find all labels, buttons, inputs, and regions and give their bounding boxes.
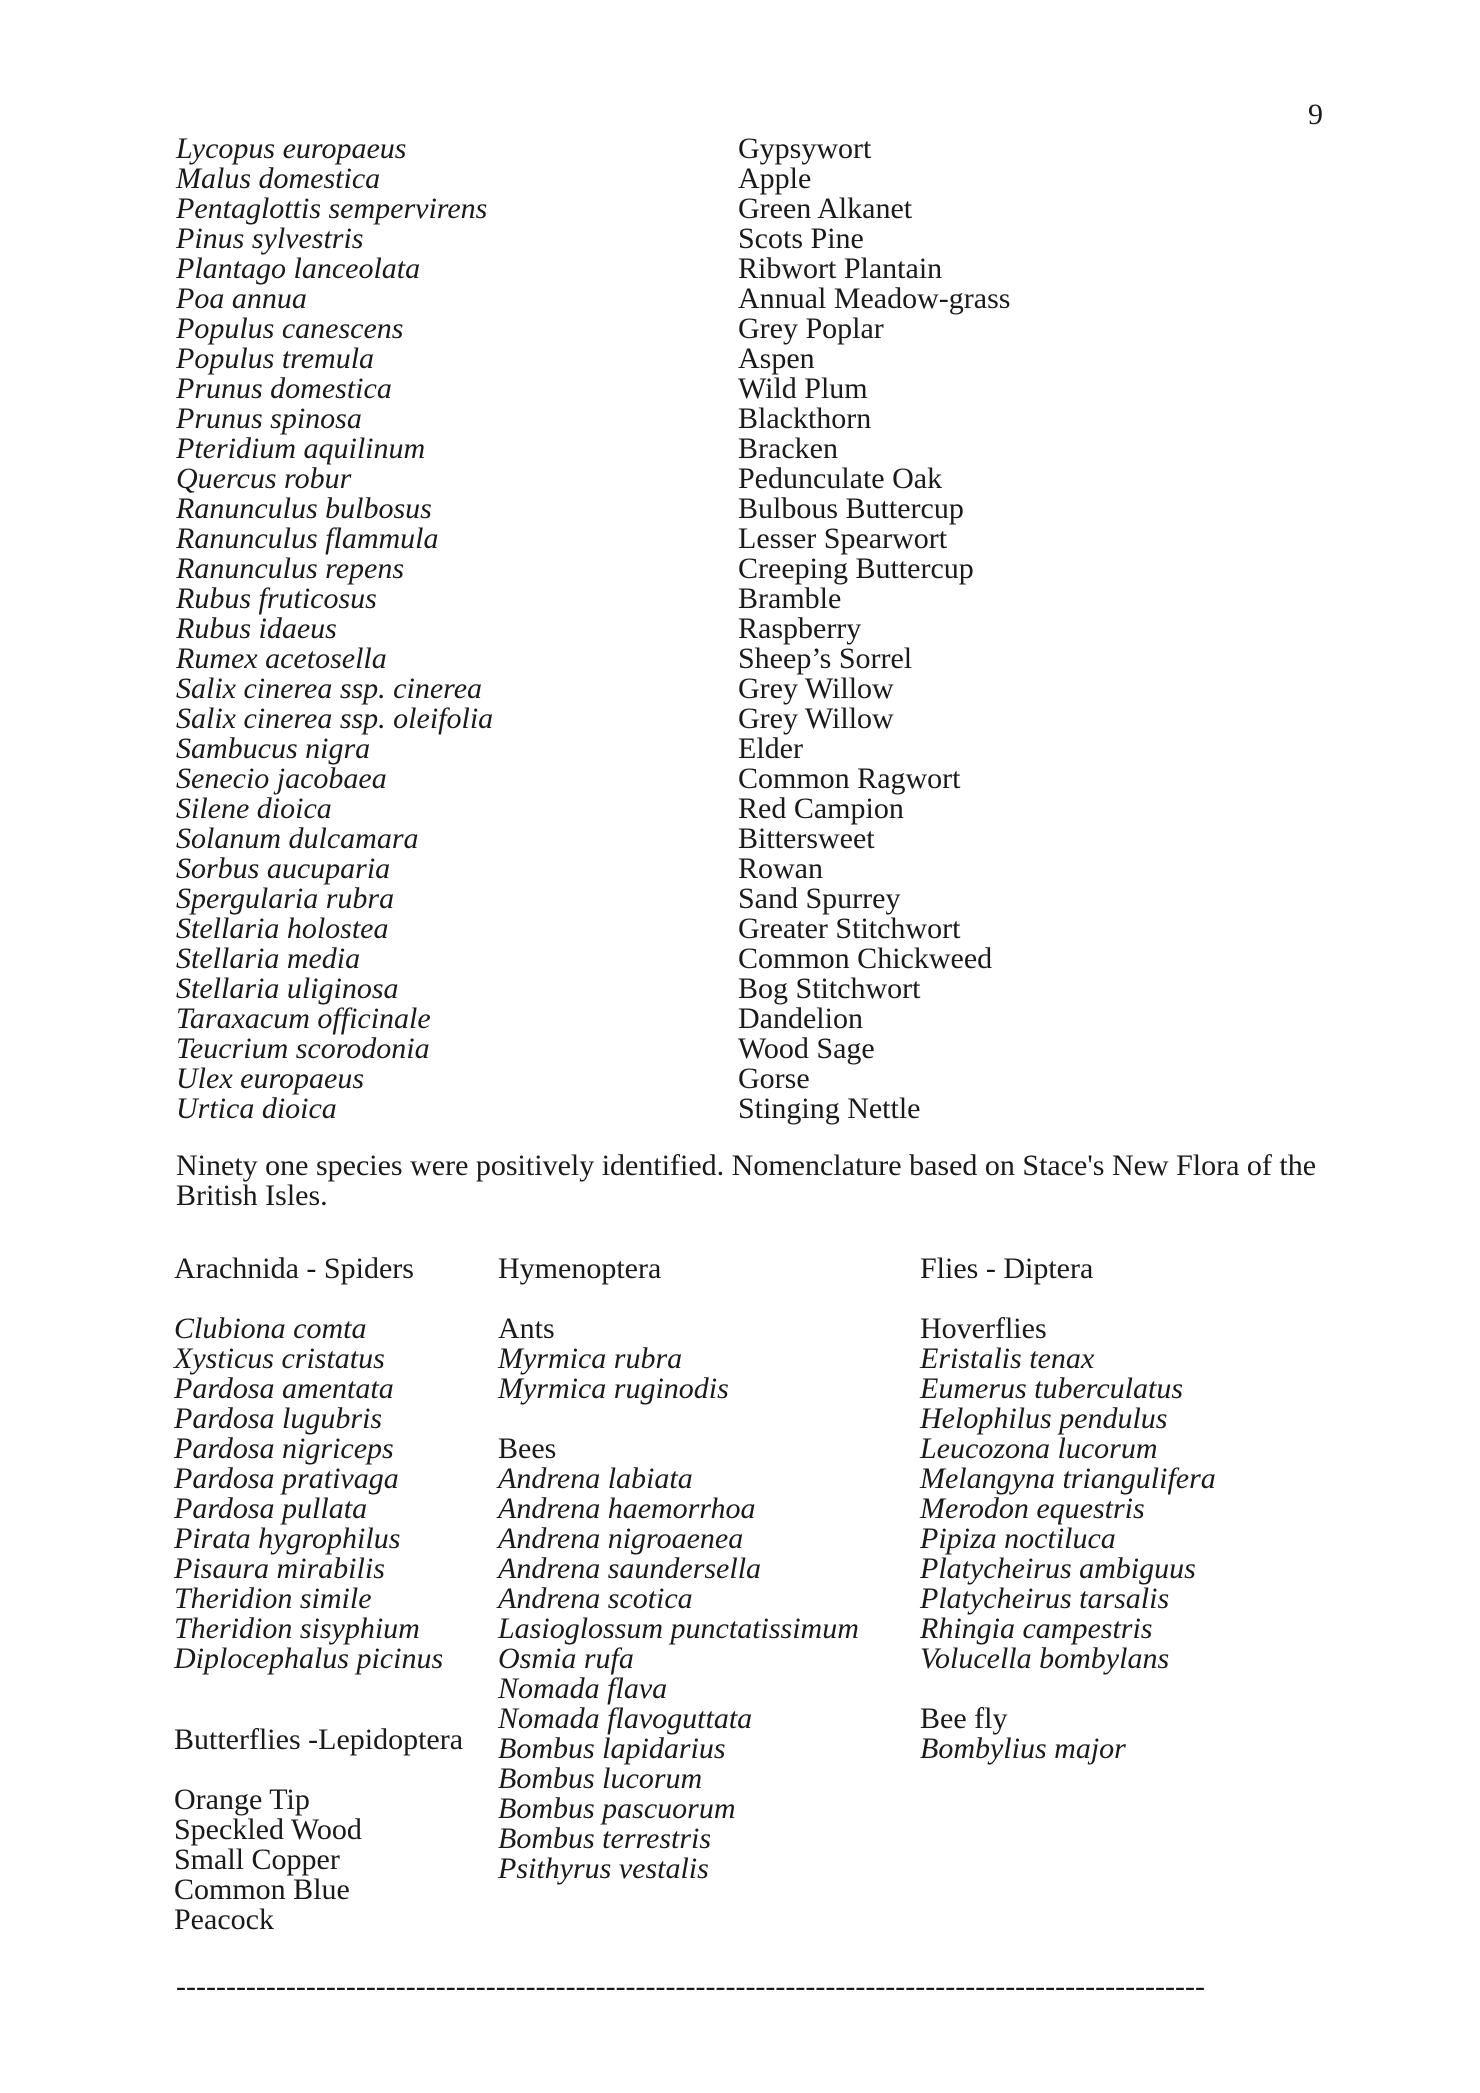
hymenoptera-heading: Hymenoptera	[498, 1252, 662, 1285]
plant-latin-name: Malus domestica	[176, 162, 381, 195]
hoverfly-species: Eristalis tenax	[920, 1342, 1095, 1375]
plant-common-name: Bittersweet	[738, 822, 875, 855]
plant-row	[176, 344, 1076, 374]
plant-latin-name: Senecio jacobaea	[176, 762, 387, 795]
plant-latin-name: Lycopus europaeus	[176, 132, 407, 165]
divider-line: -------------------------------------------------------------------------------------------------------	[176, 1972, 1205, 2002]
plant-common-name: Elder	[738, 732, 803, 765]
plant-row	[176, 794, 1076, 824]
plant-latin-name: Pentaglottis sempervirens	[176, 192, 488, 225]
plant-row	[176, 374, 1076, 404]
bees-list	[498, 1464, 859, 1884]
butterflies-list	[174, 1785, 463, 1935]
plant-common-name: Wild Plum	[738, 372, 868, 405]
beefly-list	[920, 1734, 1216, 1764]
plant-common-name: Wood Sage	[738, 1032, 875, 1065]
plant-row	[176, 134, 1076, 164]
plant-row	[176, 404, 1076, 434]
plant-common-name: Grey Willow	[738, 702, 894, 735]
spider-species: Pirata hygrophilus	[174, 1522, 401, 1555]
plant-row	[176, 644, 1076, 674]
hoverfly-species: Pipiza noctiluca	[920, 1522, 1116, 1555]
plant-row	[176, 254, 1076, 284]
plant-latin-name: Ulex europaeus	[176, 1062, 364, 1095]
plant-common-name: Grey Willow	[738, 672, 894, 705]
plant-common-name: Sheep’s Sorrel	[738, 642, 913, 675]
bee-species: Andrena scotica	[498, 1582, 693, 1615]
plant-row	[176, 974, 1076, 1004]
hoverfly-species: Eumerus tuberculatus	[920, 1372, 1184, 1405]
plant-row	[176, 1004, 1076, 1034]
plant-latin-name: Rubus fruticosus	[176, 582, 377, 615]
plant-common-name: Annual Meadow-grass	[738, 282, 1011, 315]
hoverflies-label: Hoverflies	[920, 1312, 1047, 1345]
butterfly-species: Speckled Wood	[174, 1813, 362, 1846]
plant-row	[176, 494, 1076, 524]
summary-paragraph: Ninety one species were positively identified. Nomenclature based on Stace's New Flora of the British Isles.	[176, 1149, 1317, 1212]
bee-species: Bombus lapidarius	[498, 1732, 726, 1765]
plant-row	[176, 1034, 1076, 1064]
plant-common-name: Dandelion	[738, 1002, 863, 1035]
plant-row	[176, 704, 1076, 734]
plant-latin-name: Sambucus nigra	[176, 732, 371, 765]
plant-common-name: Bramble	[738, 582, 842, 615]
ants-label: Ants	[498, 1312, 555, 1345]
beefly-label: Bee fly	[920, 1702, 1008, 1735]
plant-latin-name: Urtica dioica	[176, 1092, 337, 1125]
plant-latin-name: Pinus sylvestris	[176, 222, 364, 255]
spider-species: Pardosa pullata	[174, 1492, 368, 1525]
plant-common-name: Aspen	[738, 342, 815, 375]
bee-species: Andrena haemorrhoa	[498, 1492, 756, 1525]
plant-common-name: Bog Stitchwort	[738, 972, 921, 1005]
plant-latin-name: Teucrium scorodonia	[176, 1032, 430, 1065]
bee-species: Bombus pascuorum	[498, 1792, 736, 1825]
plant-latin-name: Populus canescens	[176, 312, 404, 345]
plant-row	[176, 524, 1076, 554]
hymenoptera-column	[498, 1254, 859, 1884]
plant-latin-name: Populus tremula	[176, 342, 375, 375]
spider-species: Pardosa amentata	[174, 1372, 394, 1405]
plant-row	[176, 284, 1076, 314]
ant-species: Myrmica ruginodis	[498, 1372, 729, 1405]
beefly-species: Bombylius major	[920, 1732, 1126, 1765]
plant-row	[176, 314, 1076, 344]
plant-row	[176, 464, 1076, 494]
hoverfly-species: Melangyna triangulifera	[920, 1462, 1216, 1495]
bee-species: Nomada flava	[498, 1672, 668, 1705]
plant-common-name: Red Campion	[738, 792, 904, 825]
bee-species: Andrena labiata	[498, 1462, 693, 1495]
bee-species: Andrena nigroaenea	[498, 1522, 744, 1555]
bees-label: Bees	[498, 1432, 557, 1465]
plant-common-name: Creeping Buttercup	[738, 552, 974, 585]
butterflies-column	[174, 1725, 463, 1935]
plant-row	[176, 614, 1076, 644]
flies-column	[920, 1254, 1216, 1764]
spider-species: Theridion sisyphium	[174, 1612, 420, 1645]
plant-row	[176, 734, 1076, 764]
plant-row	[176, 824, 1076, 854]
spacer	[920, 1674, 1216, 1704]
plant-row	[176, 1064, 1076, 1094]
plant-common-name: Common Ragwort	[738, 762, 961, 795]
flies-heading: Flies - Diptera	[920, 1252, 1094, 1285]
plant-latin-name: Salix cinerea ssp. cinerea	[176, 672, 483, 705]
butterflies-heading: Butterflies -Lepidoptera	[174, 1723, 464, 1756]
butterfly-species: Orange Tip	[174, 1783, 310, 1816]
hoverfly-species: Volucella bombylans	[920, 1642, 1170, 1675]
plant-latin-name: Pteridium aquilinum	[176, 432, 426, 465]
hoverfly-species: Merodon equestris	[920, 1492, 1145, 1525]
plant-common-name: Gorse	[738, 1062, 810, 1095]
plant-common-name: Gypsywort	[738, 132, 872, 165]
bee-species: Psithyrus vestalis	[498, 1852, 709, 1885]
plant-common-name: Common Chickweed	[738, 942, 993, 975]
plant-latin-name: Stellaria holostea	[176, 912, 389, 945]
plant-latin-name: Ranunculus repens	[176, 552, 405, 585]
spiders-list	[174, 1314, 443, 1674]
plant-row	[176, 584, 1076, 614]
spacer	[920, 1284, 1216, 1314]
plant-common-name: Raspberry	[738, 612, 862, 645]
plant-common-name: Scots Pine	[738, 222, 864, 255]
plant-latin-name: Spergularia rubra	[176, 882, 395, 915]
plant-latin-name: Quercus robur	[176, 462, 352, 495]
plant-latin-name: Ranunculus flammula	[176, 522, 439, 555]
butterfly-species: Small Copper	[174, 1843, 340, 1876]
butterfly-species: Common Blue	[174, 1873, 350, 1906]
plant-row	[176, 914, 1076, 944]
plant-latin-name: Sorbus aucuparia	[176, 852, 391, 885]
spider-species: Pardosa lugubris	[174, 1402, 383, 1435]
plant-latin-name: Ranunculus bulbosus	[176, 492, 432, 525]
plant-latin-name: Solanum dulcamara	[176, 822, 419, 855]
plant-latin-name: Prunus spinosa	[176, 402, 362, 435]
spider-species: Xysticus cristatus	[174, 1342, 385, 1375]
plant-latin-name: Salix cinerea ssp. oleifolia	[176, 702, 494, 735]
plant-latin-name: Rubus idaeus	[176, 612, 337, 645]
bee-species: Osmia rufa	[498, 1642, 634, 1675]
plant-row	[176, 224, 1076, 254]
spacer	[498, 1404, 859, 1434]
plant-common-name: Bracken	[738, 432, 838, 465]
spider-species: Diplocephalus picinus	[174, 1642, 444, 1675]
page-number: 9	[1308, 98, 1323, 131]
plant-latin-name: Rumex acetosella	[176, 642, 387, 675]
plant-common-name: Stinging Nettle	[738, 1092, 921, 1125]
spacer	[174, 1755, 463, 1785]
plant-common-name: Ribwort Plantain	[738, 252, 943, 285]
plant-row	[176, 944, 1076, 974]
spider-species: Clubiona comta	[174, 1312, 367, 1345]
plant-latin-name: Taraxacum officinale	[176, 1002, 431, 1035]
plant-common-name: Green Alkanet	[738, 192, 913, 225]
plant-common-name: Greater Stitchwort	[738, 912, 961, 945]
spider-species: Pardosa prativaga	[174, 1462, 399, 1495]
plant-common-name: Blackthorn	[738, 402, 872, 435]
plant-common-name: Rowan	[738, 852, 823, 885]
plant-row	[176, 764, 1076, 794]
hoverfly-species: Rhingia campestris	[920, 1612, 1153, 1645]
plant-row	[176, 884, 1076, 914]
bee-species: Bombus terrestris	[498, 1822, 712, 1855]
hoverfly-species: Leucozona lucorum	[920, 1432, 1158, 1465]
plant-row	[176, 1094, 1076, 1124]
plant-common-name: Bulbous Buttercup	[738, 492, 964, 525]
bee-species: Nomada flavoguttata	[498, 1702, 753, 1735]
hoverfly-species: Helophilus pendulus	[920, 1402, 1168, 1435]
plant-common-name: Grey Poplar	[738, 312, 884, 345]
plant-row	[176, 554, 1076, 584]
plant-latin-name: Stellaria uliginosa	[176, 972, 399, 1005]
spacer	[174, 1284, 443, 1314]
ant-species: Myrmica rubra	[498, 1342, 683, 1375]
plant-row	[176, 674, 1076, 704]
plant-common-name: Sand Spurrey	[738, 882, 901, 915]
plant-common-name: Lesser Spearwort	[738, 522, 948, 555]
plant-latin-name: Poa annua	[176, 282, 307, 315]
hoverfly-species: Platycheirus tarsalis	[920, 1582, 1170, 1615]
plant-latin-name: Silene dioica	[176, 792, 332, 825]
plant-row	[176, 194, 1076, 224]
plant-row	[176, 854, 1076, 884]
spider-species: Pisaura mirabilis	[174, 1552, 385, 1585]
plant-latin-name: Prunus domestica	[176, 372, 392, 405]
spacer	[498, 1284, 859, 1314]
plant-common-name: Apple	[738, 162, 812, 195]
hoverfly-species: Platycheirus ambiguus	[920, 1552, 1196, 1585]
butterfly-species: Peacock	[174, 1903, 274, 1936]
bee-species: Lasioglossum punctatissimum	[498, 1612, 859, 1645]
plant-latin-name: Stellaria media	[176, 942, 361, 975]
bee-species: Andrena saundersella	[498, 1552, 762, 1585]
ants-list	[498, 1344, 859, 1404]
plant-latin-name: Plantago lanceolata	[176, 252, 421, 285]
hoverflies-list	[920, 1344, 1216, 1674]
plant-table	[176, 134, 1076, 1124]
spider-species: Pardosa nigriceps	[174, 1432, 394, 1465]
spider-species: Theridion simile	[174, 1582, 372, 1615]
bee-species: Bombus lucorum	[498, 1762, 703, 1795]
plant-row	[176, 434, 1076, 464]
plant-common-name: Pedunculate Oak	[738, 462, 943, 495]
spiders-heading: Arachnida - Spiders	[174, 1252, 414, 1285]
plant-row	[176, 164, 1076, 194]
spiders-column	[174, 1254, 443, 1674]
